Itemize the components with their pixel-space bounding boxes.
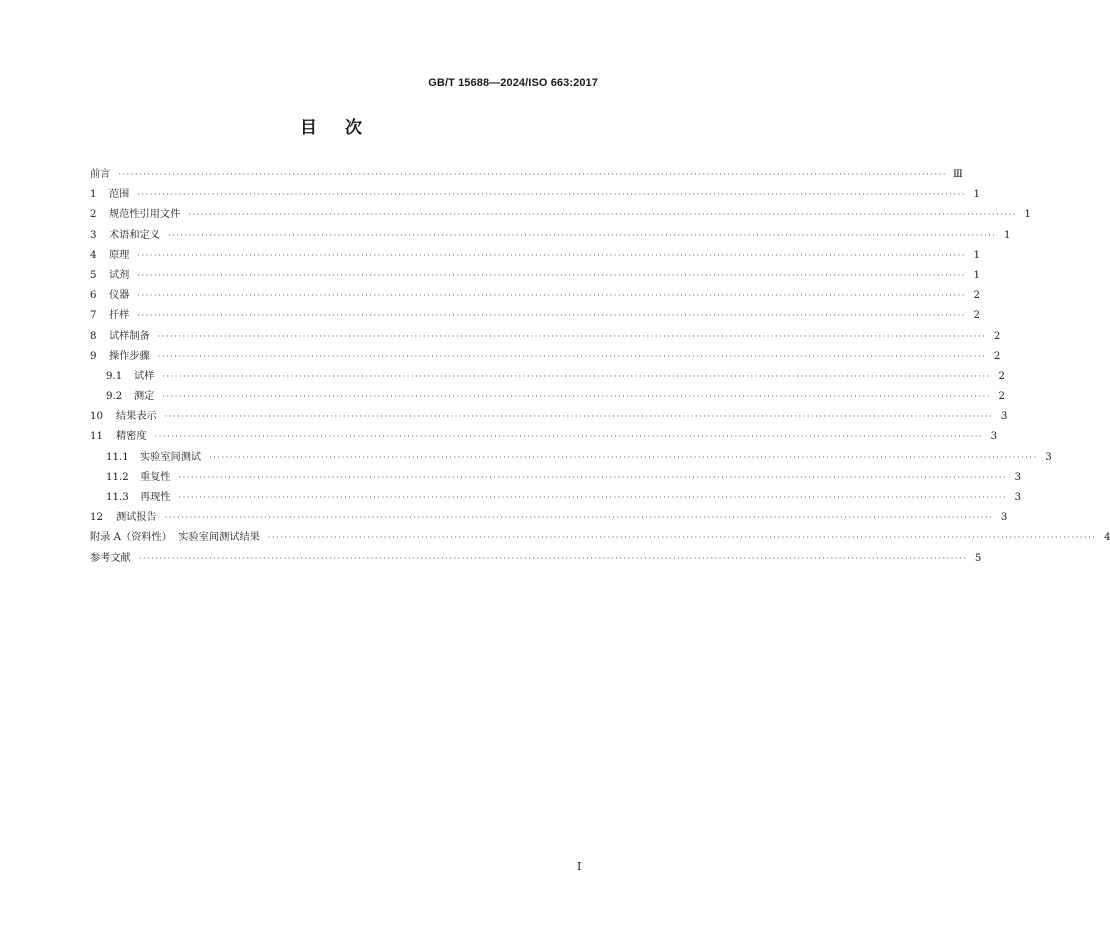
toc-leader-dots: ········································································································································································································: [167, 230, 997, 240]
toc-entry-page: 3: [1000, 512, 1008, 524]
toc-entry-page: 3: [1045, 451, 1052, 463]
toc-entry-number: 7: [90, 310, 97, 322]
toc-leader-dots: ········································································································································································································: [138, 553, 968, 563]
toc-entry[interactable]: [90, 549, 982, 569]
toc-entry-label: 再现性: [140, 492, 171, 503]
toc-entry-label: 前言: [90, 169, 111, 180]
toc-entry[interactable]: [90, 488, 1022, 508]
toc-entry-page: 1: [973, 249, 980, 261]
toc-entry-number: 11.1: [106, 451, 129, 463]
toc-entry-page: 3: [1014, 492, 1022, 503]
toc-entry-label: 范围: [109, 189, 130, 201]
toc-entry-number: 11.3: [106, 492, 129, 503]
toc-entry[interactable]: [90, 387, 1005, 407]
toc-entry-page: 2: [998, 370, 1005, 382]
toc-entry[interactable]: [90, 427, 998, 447]
toc-entry[interactable]: [90, 165, 963, 185]
toc-entry-number: 9.2: [106, 391, 123, 403]
toc-entry[interactable]: [90, 448, 1052, 468]
toc-entry-page: 2: [998, 391, 1005, 403]
toc-entry-label: 实验室间测试: [140, 451, 202, 463]
toc-leader-dots: ········································································································································································································: [162, 371, 991, 381]
toc-entry-number: 1: [90, 189, 97, 201]
toc-leader-dots: ········································································································································································································: [162, 392, 991, 402]
toc-entry-page: 2: [993, 350, 1001, 362]
toc-leader-dots: ········································································································································································································: [137, 190, 966, 200]
toc-entry[interactable]: [90, 468, 1022, 488]
toc-entry-label: 扦样: [109, 310, 130, 322]
toc-entry[interactable]: [90, 367, 1005, 387]
toc-entry-label: 参考文献: [90, 552, 131, 564]
toc-entry-number: 9: [90, 350, 97, 362]
toc-entry-page: 2: [973, 310, 980, 322]
toc-entry-page: 1: [1024, 209, 1031, 221]
toc-entry-page: 3: [990, 431, 998, 443]
toc-entry-label: 附录 A（资料性） 实验室间测试结果: [90, 532, 260, 544]
toc-leader-dots: ········································································································································································································: [157, 331, 987, 341]
toc-entry-label: 试剂: [109, 269, 130, 281]
toc-leader-dots: ········································································································································································································: [154, 432, 984, 442]
toc-entry[interactable]: [90, 185, 980, 205]
toc-entry-label: 结果表示: [116, 411, 157, 423]
toc-entry-label: 试样: [134, 370, 155, 382]
toc-leader-dots: ········································································································································································································: [137, 311, 966, 321]
toc-entry[interactable]: [90, 327, 1001, 347]
toc-entry-label: 试样制备: [109, 330, 150, 342]
page-title: 目 次: [300, 118, 362, 138]
toc-entry-number: 8: [90, 330, 97, 342]
toc-entry-label: 测定: [134, 391, 155, 403]
toc-leader-dots: ········································································································································································································: [164, 412, 994, 422]
toc-entry-page: 1: [973, 189, 980, 201]
toc-leader-dots: ········································································································································································································: [157, 351, 987, 361]
toc-entry-page: 5: [974, 552, 982, 564]
toc-entry-page: 3: [1014, 471, 1022, 483]
toc-entry-label: 精密度: [116, 431, 147, 443]
standard-code: GB/T 15688—2024/ISO 663:2017: [428, 77, 598, 89]
toc-leader-dots: ········································································································································································································: [188, 210, 1017, 220]
toc-entry-label: 原理: [109, 249, 130, 261]
toc-entry[interactable]: [90, 347, 1001, 367]
toc-entry-number: 6: [90, 290, 97, 302]
table-of-contents: [90, 165, 1110, 569]
toc-entry-label: 术语和定义: [109, 229, 160, 241]
toc-leader-dots: ········································································································································································································: [164, 513, 994, 523]
toc-entry-page: 2: [973, 290, 980, 302]
toc-entry-label: 操作步骤: [109, 350, 150, 362]
toc-entry[interactable]: [90, 528, 1110, 548]
toc-entry[interactable]: [90, 266, 980, 286]
toc-entry-number: 2: [90, 209, 97, 221]
toc-entry[interactable]: [90, 226, 1011, 246]
toc-entry[interactable]: [90, 286, 980, 306]
toc-entry-page: 1: [973, 269, 980, 281]
toc-entry-number: 5: [90, 269, 97, 281]
toc-leader-dots: ········································································································································································································: [137, 291, 966, 301]
toc-entry-page: Ⅲ: [952, 169, 963, 180]
toc-entry-page: 4: [1104, 532, 1110, 544]
toc-entry-label: 仪器: [109, 290, 130, 302]
toc-leader-dots: ········································································································································································································: [137, 250, 966, 260]
toc-entry-number: 4: [90, 249, 97, 261]
toc-leader-dots: ········································································································································································································: [137, 270, 966, 280]
toc-leader-dots: ········································································································································································································: [209, 452, 1038, 462]
toc-entry-number: 9.1: [106, 370, 123, 382]
toc-entry-page: 1: [1004, 229, 1011, 241]
toc-leader-dots: ········································································································································································································: [118, 170, 947, 179]
toc-entry-page: 2: [993, 330, 1001, 342]
toc-entry-label: 规范性引用文件: [109, 209, 181, 221]
toc-entry-page: 3: [1000, 411, 1008, 423]
toc-entry-number: 12: [90, 512, 103, 524]
toc-leader-dots: ········································································································································································································: [178, 472, 1008, 482]
toc-leader-dots: ········································································································································································································: [178, 493, 1008, 502]
toc-entry-number: 11: [90, 431, 103, 443]
toc-entry[interactable]: [90, 306, 980, 326]
toc-leader-dots: ········································································································································································································: [267, 533, 1097, 543]
toc-entry-label: 重复性: [140, 471, 171, 483]
toc-entry-label: 测试报告: [116, 512, 157, 524]
toc-entry[interactable]: [90, 508, 1008, 528]
page-number: I: [577, 860, 582, 873]
toc-entry[interactable]: [90, 205, 1031, 225]
toc-entry[interactable]: [90, 407, 1008, 427]
toc-entry[interactable]: [90, 246, 980, 266]
toc-entry-number: 3: [90, 229, 97, 241]
toc-entry-number: 11.2: [106, 471, 129, 483]
toc-entry-number: 10: [90, 411, 103, 423]
